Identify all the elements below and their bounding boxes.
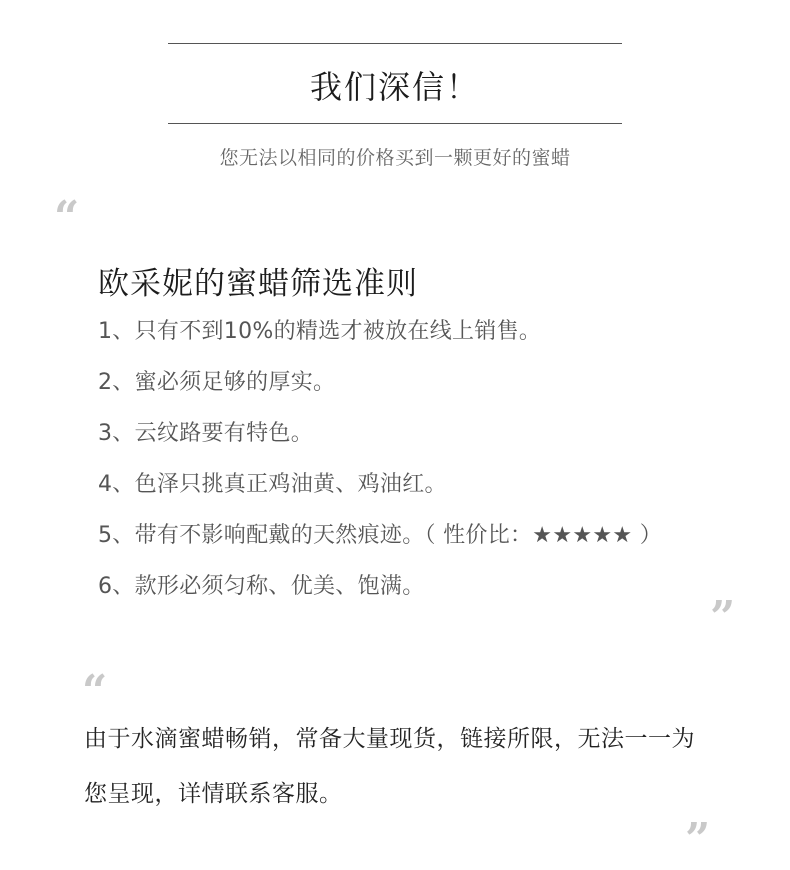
bottom-divider (168, 123, 622, 124)
page-subtitle: 您无法以相同的价格买到一颗更好的蜜蜡 (219, 147, 571, 169)
stock-note: 由于水滴蜜蜡畅销，常备大量现货，链接所限，无法一一为您呈现，详情联系客服。 (84, 726, 695, 807)
criteria-item: 3、云纹路要有特色。 (98, 421, 313, 446)
page-title: 我们深信！ (309, 68, 480, 106)
criteria-item: 1、只有不到10%的精选才被放在线上销售。 (98, 319, 542, 344)
criteria-item: 2、蜜必须足够的厚实。 (98, 370, 336, 395)
criteria-list (98, 310, 662, 616)
criteria-item: 4、色泽只挑真正鸡油黄、鸡油红。 (98, 472, 447, 497)
top-divider (168, 43, 622, 44)
close-quote-icon: ” (685, 814, 711, 865)
criteria-item: 6、款形必须匀称、优美、饱满。 (98, 574, 425, 599)
open-quote-icon: “ (82, 666, 108, 717)
criteria-title: 欧采妮的蜜蜡筛选准则 (98, 266, 418, 302)
criteria-item: 5、带有不影响配戴的天然痕迹。（ 性价比：★★★★★ ） (98, 523, 662, 548)
close-quote-icon: ” (710, 592, 736, 643)
open-quote-icon: “ (54, 192, 80, 243)
